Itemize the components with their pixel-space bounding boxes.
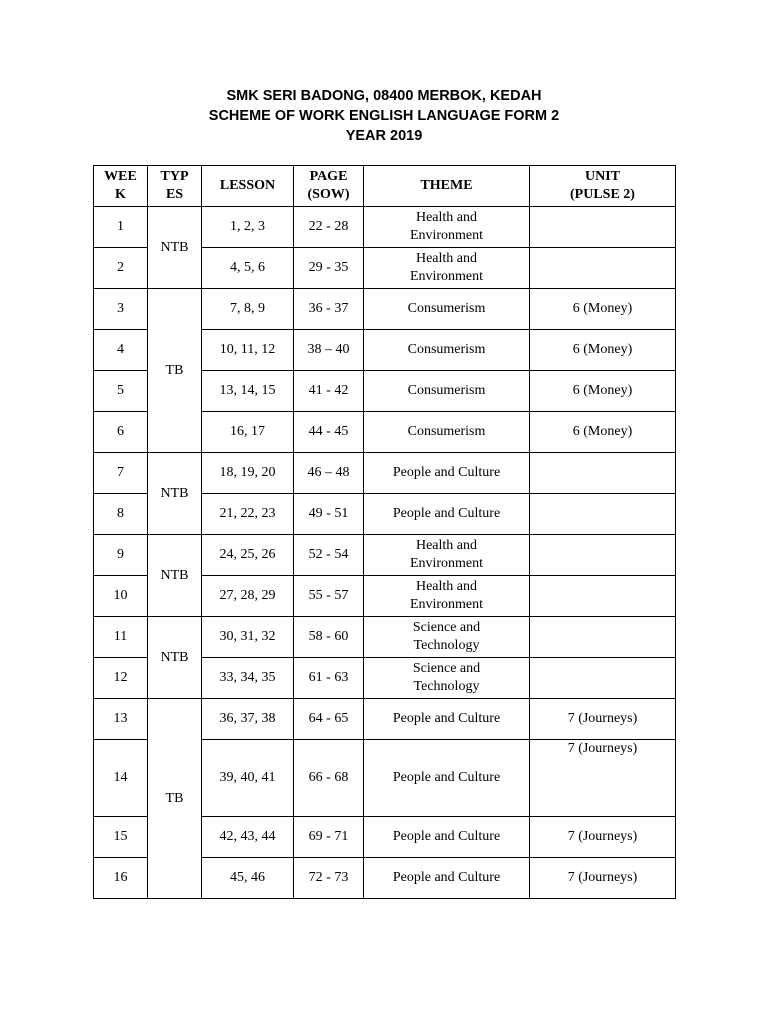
page-cell: 72 - 73 [294, 858, 364, 899]
column-header-types: TYP ES [148, 166, 202, 207]
types-cell: TB [148, 289, 202, 453]
week-cell: 12 [94, 658, 148, 699]
theme-cell: People and Culture [364, 817, 530, 858]
unit-cell: 6 (Money) [530, 330, 676, 371]
theme-cell: Health and Environment [364, 576, 530, 617]
theme-cell: Health and Environment [364, 535, 530, 576]
lesson-cell: 45, 46 [202, 858, 294, 899]
week-cell: 3 [94, 289, 148, 330]
unit-cell [530, 658, 676, 699]
unit-cell: 7 (Journeys) [530, 858, 676, 899]
types-cell: TB [148, 699, 202, 899]
theme-cell: People and Culture [364, 858, 530, 899]
unit-cell [530, 617, 676, 658]
theme-cell: Health and Environment [364, 207, 530, 248]
theme-cell: People and Culture [364, 453, 530, 494]
document-year: YEAR 2019 [345, 128, 423, 144]
page-cell: 29 - 35 [294, 248, 364, 289]
unit-cell: 6 (Money) [530, 412, 676, 453]
unit-cell [530, 207, 676, 248]
types-cell: NTB [148, 453, 202, 535]
school-name: SMK SERI BADONG, 08400 MERBOK, KEDAH [226, 88, 542, 104]
unit-cell: 7 (Journeys) [530, 740, 676, 817]
lesson-cell: 24, 25, 26 [202, 535, 294, 576]
page-cell: 55 - 57 [294, 576, 364, 617]
types-cell: NTB [148, 535, 202, 617]
column-header-page: PAGE (SOW) [294, 166, 364, 207]
lesson-cell: 36, 37, 38 [202, 699, 294, 740]
week-cell: 5 [94, 371, 148, 412]
theme-cell: Consumerism [364, 412, 530, 453]
unit-cell [530, 248, 676, 289]
theme-cell: Science and Technology [364, 617, 530, 658]
theme-cell: People and Culture [364, 740, 530, 817]
page-cell: 38 – 40 [294, 330, 364, 371]
types-cell: NTB [148, 207, 202, 289]
theme-cell: Health and Environment [364, 248, 530, 289]
lesson-cell: 18, 19, 20 [202, 453, 294, 494]
page-cell: 41 - 42 [294, 371, 364, 412]
lesson-cell: 10, 11, 12 [202, 330, 294, 371]
table-row [94, 617, 676, 658]
unit-cell: 6 (Money) [530, 371, 676, 412]
theme-cell: Consumerism [364, 371, 530, 412]
column-header-unit: UNIT (PULSE 2) [530, 166, 676, 207]
page-cell: 69 - 71 [294, 817, 364, 858]
lesson-cell: 39, 40, 41 [202, 740, 294, 817]
document-title: SCHEME OF WORK ENGLISH LANGUAGE FORM 2 [208, 108, 560, 124]
page-cell: 58 - 60 [294, 617, 364, 658]
theme-cell: Consumerism [364, 289, 530, 330]
week-cell: 6 [94, 412, 148, 453]
lesson-cell: 42, 43, 44 [202, 817, 294, 858]
unit-cell: 7 (Journeys) [530, 817, 676, 858]
unit-cell [530, 535, 676, 576]
unit-cell: 7 (Journeys) [530, 699, 676, 740]
page-cell: 61 - 63 [294, 658, 364, 699]
week-cell: 9 [94, 535, 148, 576]
page-cell: 36 - 37 [294, 289, 364, 330]
week-cell: 1 [94, 207, 148, 248]
table-row [94, 289, 676, 330]
week-cell: 2 [94, 248, 148, 289]
week-cell: 10 [94, 576, 148, 617]
lesson-cell: 33, 34, 35 [202, 658, 294, 699]
week-cell: 7 [94, 453, 148, 494]
lesson-cell: 27, 28, 29 [202, 576, 294, 617]
page-cell: 64 - 65 [294, 699, 364, 740]
lesson-cell: 7, 8, 9 [202, 289, 294, 330]
document-header [0, 86, 768, 146]
scheme-of-work-table [93, 165, 676, 899]
theme-cell: People and Culture [364, 699, 530, 740]
page-cell: 46 – 48 [294, 453, 364, 494]
page-cell: 44 - 45 [294, 412, 364, 453]
table-header-row [94, 166, 676, 207]
lesson-cell: 13, 14, 15 [202, 371, 294, 412]
lesson-cell: 1, 2, 3 [202, 207, 294, 248]
table-row [94, 453, 676, 494]
week-cell: 4 [94, 330, 148, 371]
lesson-cell: 21, 22, 23 [202, 494, 294, 535]
unit-cell [530, 576, 676, 617]
page-cell: 49 - 51 [294, 494, 364, 535]
column-header-theme: THEME [364, 166, 530, 207]
unit-cell [530, 453, 676, 494]
theme-cell: Consumerism [364, 330, 530, 371]
week-cell: 14 [94, 740, 148, 817]
unit-cell [530, 494, 676, 535]
lesson-cell: 16, 17 [202, 412, 294, 453]
week-cell: 11 [94, 617, 148, 658]
table-row [94, 207, 676, 248]
week-cell: 8 [94, 494, 148, 535]
page-cell: 66 - 68 [294, 740, 364, 817]
table-row [94, 535, 676, 576]
week-cell: 15 [94, 817, 148, 858]
theme-cell: People and Culture [364, 494, 530, 535]
week-cell: 16 [94, 858, 148, 899]
lesson-cell: 30, 31, 32 [202, 617, 294, 658]
theme-cell: Science and Technology [364, 658, 530, 699]
week-cell: 13 [94, 699, 148, 740]
column-header-lesson: LESSON [202, 166, 294, 207]
unit-cell: 6 (Money) [530, 289, 676, 330]
page-cell: 22 - 28 [294, 207, 364, 248]
types-cell: NTB [148, 617, 202, 699]
page-cell: 52 - 54 [294, 535, 364, 576]
table-row [94, 699, 676, 740]
lesson-cell: 4, 5, 6 [202, 248, 294, 289]
column-header-week: WEE K [94, 166, 148, 207]
